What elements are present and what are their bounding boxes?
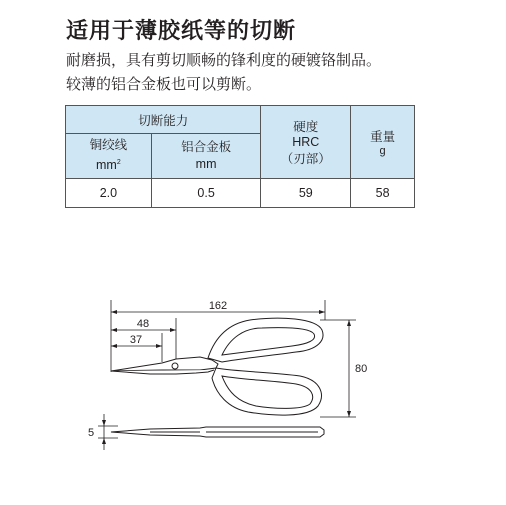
weight-value: 58 [351, 179, 415, 208]
hardness-sub: （刃部） [280, 152, 331, 166]
dim-48-label: 48 [136, 318, 150, 330]
description-line-1: 耐磨损，具有剪切顺畅的锋利度的硬镀铬制品。 [66, 51, 382, 69]
copper-wire-label: 铜绞线 [89, 138, 128, 153]
cutting-capacity-header: 切断能力 [66, 106, 261, 134]
aluminum-value: 0.5 [151, 179, 261, 208]
page-title: 适用于薄胶纸等的切断 [66, 19, 297, 44]
dim-5-label: 5 [88, 427, 95, 439]
weight-label: 重量 [370, 130, 396, 144]
dim-80-label: 80 [355, 363, 368, 375]
hardness-value: 59 [261, 179, 351, 208]
description-line-2: 较薄的铝合金板也可以剪断。 [66, 75, 262, 93]
dim-37-label: 37 [129, 334, 143, 346]
hardness-label: 硬度 [293, 120, 319, 134]
scissors-side-view [111, 318, 323, 415]
hardness-unit: HRC [292, 135, 320, 149]
copper-wire-value: 2.0 [66, 179, 152, 208]
scissors-thickness-view [111, 427, 324, 437]
aluminum-unit: mm [195, 157, 217, 171]
copper-wire-unit: $mm^2$ [96, 158, 121, 173]
weight-unit: g [379, 145, 386, 157]
dim-162-label: 162 [208, 300, 228, 312]
aluminum-label: 铝合金板 [181, 140, 232, 154]
